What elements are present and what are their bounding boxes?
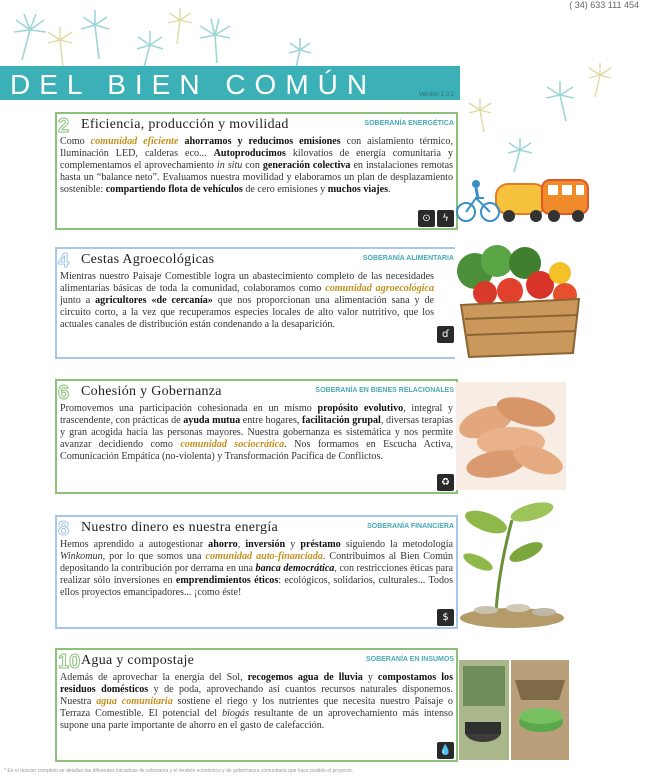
text-run: con aislamiento térmico, Iluminación LED, calderas eco...	[60, 136, 453, 160]
text-run: in situ	[216, 160, 243, 172]
plant-coins-photo	[456, 500, 568, 630]
lightning-icon: ϟ	[437, 210, 454, 227]
section-title: Nuestro dinero es nuestra energía	[81, 520, 279, 535]
text-run: ,	[237, 539, 246, 550]
text-run: facilitación grupal	[302, 415, 381, 427]
section-title: Eficiencia, producción y movilidad	[81, 117, 289, 132]
text-run: . Nos formamos en Escucha Activa, Comunicación Empática (no-violenta) y Transformación Pacífica de Conflictos.	[60, 439, 454, 463]
text-run: : ecológicos, solidarios, culturales... Todos ellos proyectos emancipadores... ¡como éste!	[60, 575, 454, 599]
text-run: resultante de un aprovechamiento más intenso supone una parte importante de ahorro en el gasto de calefacción.	[60, 708, 453, 732]
water-tanks-photo	[459, 660, 569, 760]
section-body	[57, 136, 456, 196]
water-drop-icon: 💧	[437, 742, 454, 759]
header-contact: ( 34) 633 111 454	[569, 0, 639, 10]
text-run: con	[242, 160, 263, 172]
section-tag: SOBERANÍA EN BIENES RELACIONALES	[315, 387, 454, 394]
footer-note: * En el dossier completo se detallan las diferentes iniciativas de soberanía y el modelo económico y de gobernanza comunitaria que hace posible el proyecto.	[4, 768, 354, 774]
text-run: de cero emisiones y	[242, 184, 328, 196]
text-run: Como	[60, 136, 91, 147]
text-run: y de poda, aprovechando así cuantos recursos naturales disponemos. Nuestra	[60, 684, 453, 708]
text-run: Promovemos una participación cohesionada en un mismo	[60, 403, 318, 414]
text-run: banca democrática	[255, 563, 335, 575]
text-run: en instalaciones remotas hasta un “balance neto”. Evaluamos nuestra movilidad y elaboramos un plan de desplazamiento sostenible:	[60, 160, 454, 196]
section-body	[57, 539, 456, 599]
text-run: ayuda mutua	[183, 415, 241, 427]
text-run: biogás	[222, 708, 249, 720]
section-tag: SOBERANÍA ALIMENTARIA	[362, 255, 454, 262]
section-eficiencia	[55, 112, 458, 230]
text-run: comunidad agroecológica	[325, 283, 434, 295]
text-run: agricultores «de cercanía»	[95, 295, 213, 307]
text-run: siguiendo la metodología	[340, 539, 453, 550]
text-run: compartiendo flota de vehículos	[105, 184, 243, 196]
money-bag-icon: $	[437, 609, 454, 626]
text-run: entre hogares,	[240, 415, 303, 427]
text-run: ahorramos y reducimos emisiones	[184, 136, 341, 147]
text-run: .	[388, 184, 391, 196]
section-body	[57, 672, 456, 732]
recycle-icon: ♻	[437, 474, 454, 491]
section-tag: SOBERANÍA ENERGÉTICA	[364, 120, 454, 127]
section-tag: SOBERANÍA EN INSUMOS	[365, 656, 454, 663]
section-cohesion	[55, 379, 458, 494]
section-number: 2	[58, 115, 70, 137]
text-run: préstamo	[300, 539, 341, 550]
text-run: kilovatios de energía comunitaria y complementamos el aprovechamiento	[60, 148, 453, 172]
text-run: comunidad eficiente	[90, 136, 179, 147]
text-run: y	[285, 539, 301, 550]
text-run: ahorro	[208, 539, 238, 550]
text-run: sostiene el riego y los nutrientes que necesita nuestro Paisaje o Terraza Comestible. El potencial del	[60, 696, 453, 720]
vegetable-basket-photo	[455, 243, 585, 361]
section-body	[57, 403, 456, 463]
text-run: propósito evolutivo	[317, 403, 404, 414]
text-run: inversión	[245, 539, 286, 550]
version-label: Versión 2.0.2	[418, 92, 454, 98]
text-run: emprendimientos éticos	[175, 575, 279, 587]
apple-icon: ɗ	[437, 326, 454, 343]
text-run: compostamos los residuos domésticos	[60, 672, 453, 696]
text-run: Hemos aprendido a autogestionar	[60, 539, 209, 550]
text-run: comunidad auto-financiada	[205, 551, 323, 563]
section-tag: SOBERANÍA FINANCIERA	[367, 523, 454, 530]
text-run: que nos proporcionan una alimentación sana y de circuito corto, a la vez que recuperamos especies locales de alto valor nutritivo, que los actuales canales de distribución están condenando a la desaparición.	[60, 295, 435, 331]
text-run: Autoproducimos	[213, 148, 286, 160]
section-agua	[55, 648, 458, 762]
text-run: recogemos agua de lluvia	[247, 672, 363, 683]
section-body	[57, 271, 456, 331]
banner-title: DEL BIEN COMÚN	[10, 69, 377, 100]
text-run: , con restricciones éticas para realizar sólo inversiones en	[60, 563, 454, 587]
steering-wheel-icon: ⊙	[418, 210, 435, 227]
section-number: 10	[58, 651, 81, 673]
text-run: , por lo que somos una	[102, 551, 206, 563]
title-banner	[0, 66, 460, 100]
text-run: comunidad sociocrática	[180, 439, 285, 451]
text-run: Además de aprovechar la energía del Sol,	[60, 672, 248, 683]
text-run: generación colectiva	[262, 160, 351, 172]
section-title: Agua y compostaje	[81, 653, 195, 668]
text-run: . Contribuimos al Bien Común depositando la contribución por derrama en una	[60, 551, 454, 575]
text-run: agua comunitaria	[96, 696, 173, 708]
text-run: y	[362, 672, 378, 683]
section-title: Cohesión y Gobernanza	[81, 384, 222, 399]
text-run: , integral y trascendente, con prácticas de	[60, 403, 453, 427]
section-number: 8	[58, 518, 70, 540]
text-run: muchos viajes	[327, 184, 389, 196]
section-number: 4	[58, 250, 70, 272]
text-run: Mientras nuestro Paisaje Comestible logra un abastecimiento completo de las necesidades alimentarias básicas de toda la comunidad, colaboramos como	[60, 271, 434, 295]
mobility-illustration	[454, 172, 594, 230]
text-run: junto a	[60, 295, 96, 307]
section-cestas	[55, 247, 458, 359]
text-run: , diversas terapias y gran acogida hacia las personas mayores. Nuestra gobernanza es sistemática y nos permite avanzar decidiendo como	[60, 415, 453, 451]
section-title: Cestas Agroecológicas	[81, 252, 215, 267]
section-number: 6	[58, 382, 70, 404]
text-run: Winkomun	[60, 551, 103, 563]
hands-together-photo	[456, 382, 566, 490]
section-dinero	[55, 515, 458, 629]
